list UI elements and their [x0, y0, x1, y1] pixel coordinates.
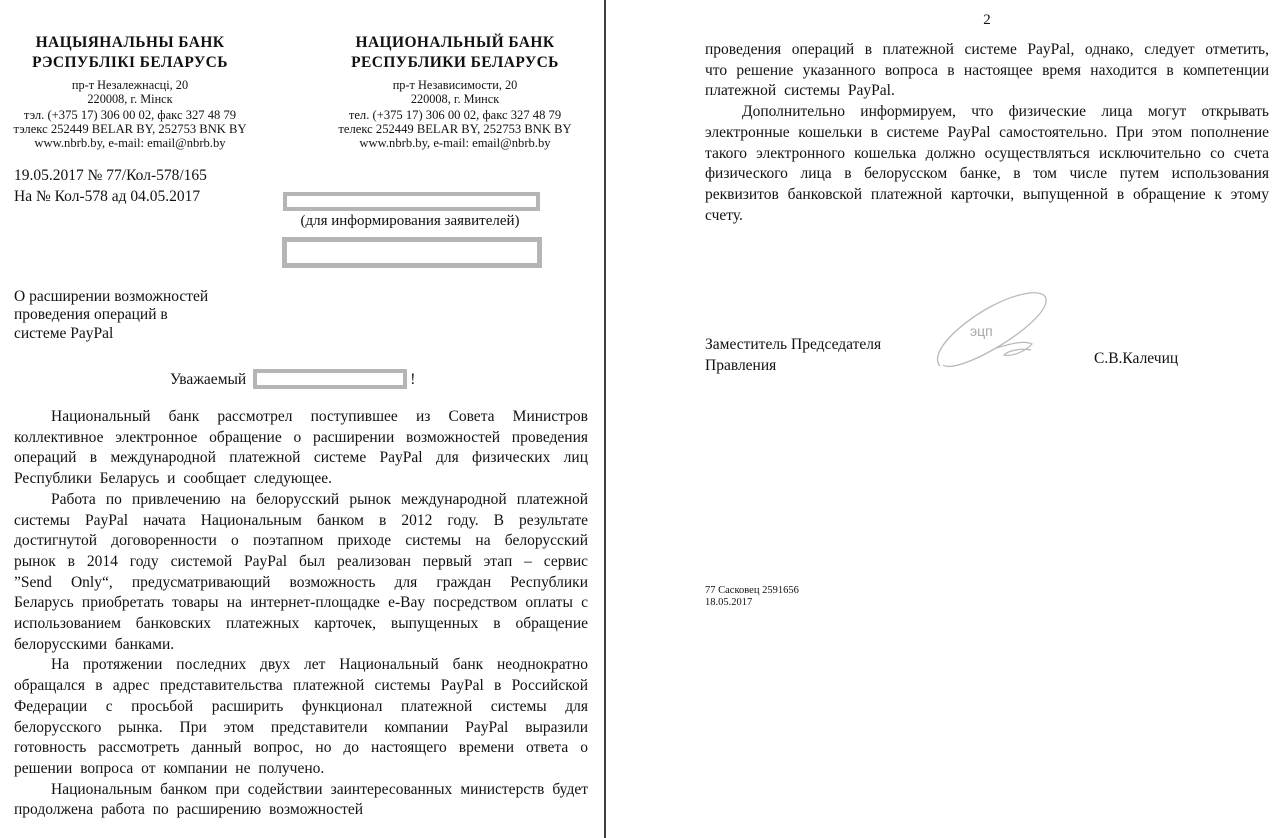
executor-date: 18.05.2017: [705, 596, 753, 608]
letter-body-page1: [14, 407, 588, 821]
incoming-reference: На № Кол-578 ад 04.05.2017: [14, 188, 201, 205]
letter-body-page2: [705, 40, 1269, 226]
body-paragraph: проведения операций в платежной системе PayPal, однако, следует отметить, что решение указанного вопроса в настоящее время находится в компетенции платежной системы PayPal.: [705, 41, 1269, 100]
bank-contacts-by: [5, 109, 255, 151]
bank-address-line: 220008, г. Минск: [410, 91, 500, 106]
bank-title-line: РЭСПУБЛІКІ БЕЛАРУСЬ: [32, 54, 228, 71]
bank-website-line: www.nbrb.by, e-mail: email@nbrb.by: [34, 135, 226, 150]
bank-telex-line: телекс 252449 BELAR BY, 252753 BNK BY: [338, 121, 572, 136]
bank-address-ru: [330, 79, 580, 106]
subject-line: системе PayPal: [14, 324, 114, 342]
signer-title-line: Заместитель Председателя: [705, 336, 882, 353]
signature-scribble-icon: [934, 288, 1056, 370]
digital-signature-stamp: [934, 288, 1056, 370]
bank-contacts-ru: [330, 109, 580, 151]
letterhead-belarusian: [5, 33, 255, 151]
redacted-address-box: [282, 237, 542, 268]
greeting-suffix: !: [410, 371, 416, 388]
document-page-1: [0, 0, 604, 838]
bank-phone-line: тэл. (+375 17) 306 00 02, факс 327 48 79: [23, 108, 237, 122]
executor-note: [705, 585, 799, 608]
subject-line: О расширении возможностей: [14, 288, 209, 305]
bank-title-line: НАЦЫЯНАЛЬНЫ БАНК: [35, 34, 225, 51]
bank-website-line: www.nbrb.by, e-mail: email@nbrb.by: [359, 135, 551, 150]
signer-name: С.В.Калечиц: [1094, 350, 1179, 367]
bank-title-line: РЕСПУБЛИКИ БЕЛАРУСЬ: [351, 54, 559, 71]
signer-title: [705, 334, 881, 376]
body-paragraph: Национальный банк рассмотрел поступившее из Совета Министров коллективное электронное обращение о расширении возможностей проведения операций в международной платежной системе PayPal для физических лиц Республики Беларусь и сообщает следующее.: [14, 408, 588, 488]
bank-phone-line: тел. (+375 17) 306 00 02, факс 327 48 79: [348, 108, 562, 122]
bank-title-by: [5, 33, 255, 73]
subject-block: [14, 288, 208, 343]
greeting-line: [170, 369, 415, 389]
signer-title-line: Правления: [705, 357, 777, 374]
bank-address-line: пр-т Незалежнасці, 20: [71, 78, 189, 92]
bank-title-line: НАЦИОНАЛЬНЫЙ БАНК: [355, 34, 555, 51]
greeting-prefix: Уважаемый: [170, 371, 247, 388]
bank-address-by: [5, 79, 255, 106]
ecp-stamp-label: эцп: [970, 323, 993, 339]
bank-telex-line: тэлекс 252449 BELAR BY, 252753 BNK BY: [13, 121, 247, 136]
redacted-recipient-box: [283, 192, 540, 211]
recipient-note: (для информирования заявителей): [300, 213, 520, 229]
page-number: 2: [983, 12, 991, 28]
executor-line: 77 Сасковец 2591656: [705, 585, 799, 596]
subject-line: проведения операций в: [14, 306, 168, 324]
redacted-name-box: [253, 369, 407, 389]
reference-block: [14, 165, 207, 207]
body-paragraph: Национальным банком при содействии заинтересованных министерств будет продолжена работа по расширению возможностей: [14, 780, 588, 819]
outgoing-reference: 19.05.2017 № 77/Кол-578/165: [14, 167, 207, 184]
document-page-2: [606, 0, 1280, 838]
body-paragraph: Работа по привлечению на белорусский рынок международной платежной системы PayPal начата Национальным банком в 2012 году. В результате достигнутой договоренности о поэтапном приходе системы на белорусский рынок в 2014 году системой PayPal был реализован первый этап – сервис ”Send Only“, предусматривающий возможность для граждан Республики Беларусь приобретать товары на интернет-площадке e-Bay посредством оплаты с использованием банковских платежных карточек, выпущенных в обращение белорусскими банками.: [14, 490, 588, 653]
bank-address-line: 220008, г. Мінск: [87, 91, 173, 106]
letterhead-russian: [330, 33, 580, 151]
bank-title-ru: [330, 33, 580, 73]
body-paragraph: Дополнительно информируем, что физические лица могут открывать электронные кошельки в системе PayPal самостоятельно. При этом пополнение такого электронного кошелька должно осуществляться исключительно со счета физического лица в белорусском банке, в том числе путем использования реквизитов банковской платежной карточки, выпущенной в обращение к этому счету.: [705, 103, 1269, 224]
body-paragraph: На протяжении последних двух лет Национальный банк неоднократно обращался в адрес представительства платежной системы PayPal в Российской Федерации с просьбой расширить функционал платежной системы для белорусского рынка. При этом представители компании PayPal выразили готовность рассмотреть данный вопрос, но до настоящего времени ответа о решении вопроса от компании не получено.: [14, 656, 588, 777]
bank-address-line: пр-т Независимости, 20: [392, 78, 518, 92]
